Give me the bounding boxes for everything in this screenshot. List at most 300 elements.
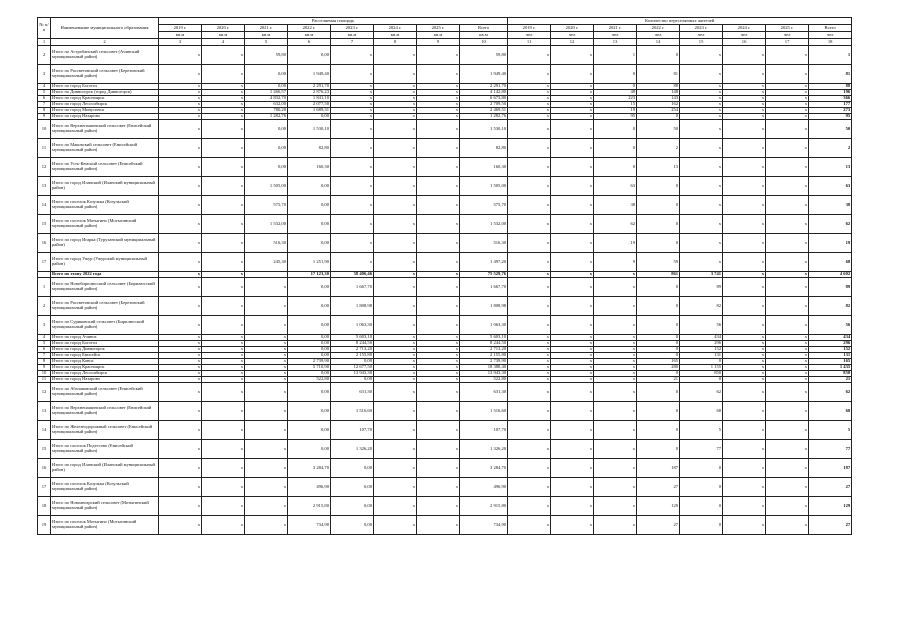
- municipality-name: Итого по город Боготол: [51, 84, 159, 90]
- table-cell: x: [766, 421, 809, 440]
- table-cell: 27: [637, 516, 680, 535]
- table-cell: x: [159, 102, 202, 108]
- table-cell: 0,00: [288, 335, 331, 341]
- table-cell: 59,80: [460, 46, 508, 65]
- table-cell: 0,00: [288, 353, 331, 359]
- unit-header: кв.м: [202, 32, 245, 39]
- table-cell: x: [508, 120, 551, 139]
- table-cell: 68: [680, 402, 723, 421]
- table-cell: 1 497,20: [460, 253, 508, 272]
- table-cell: 1 282,76: [460, 114, 508, 120]
- table-cell: x: [202, 46, 245, 65]
- table-cell: 0,00: [331, 497, 374, 516]
- table-cell: x: [508, 108, 551, 114]
- table-cell: x: [159, 46, 202, 65]
- table-cell: x: [245, 278, 288, 297]
- table-cell: 0,00: [288, 177, 331, 196]
- row-number: 14: [38, 421, 51, 440]
- table-cell: 0: [594, 65, 637, 84]
- table-cell: x: [766, 371, 809, 377]
- row-number: 3: [38, 316, 51, 335]
- table-cell: 522,80: [460, 377, 508, 383]
- table-cell: 0,00: [331, 516, 374, 535]
- table-cell: x: [159, 196, 202, 215]
- table-cell: x: [245, 316, 288, 335]
- table-cell: 88: [809, 84, 852, 90]
- table-cell: 223: [594, 96, 637, 102]
- table-cell: x: [766, 102, 809, 108]
- table-cell: x: [680, 102, 723, 108]
- row-number: 14: [38, 196, 51, 215]
- table-header: [38, 18, 852, 46]
- table-cell: x: [723, 177, 766, 196]
- table-cell: 143: [637, 96, 680, 102]
- table-row: [38, 497, 852, 516]
- table-cell: x: [508, 353, 551, 359]
- table-cell: 12 677,50: [331, 365, 374, 371]
- table-cell: 0,00: [288, 297, 331, 316]
- table-cell: x: [159, 383, 202, 402]
- municipality-name: Итого по город Ачинск: [51, 335, 159, 341]
- table-cell: 0: [637, 297, 680, 316]
- table-cell: x: [723, 341, 766, 347]
- table-cell: 1 505,00: [460, 177, 508, 196]
- col-name-header: Наименование муниципального образования: [51, 18, 159, 39]
- table-cell: x: [245, 353, 288, 359]
- table-cell: x: [766, 90, 809, 96]
- unit-header: чел: [680, 32, 723, 39]
- table-cell: x: [417, 440, 460, 459]
- table-cell: x: [417, 84, 460, 90]
- table-cell: x: [551, 46, 594, 65]
- table-cell: 95: [594, 114, 637, 120]
- table-cell: 1 516,60: [460, 402, 508, 421]
- table-cell: x: [159, 90, 202, 96]
- table-cell: x: [551, 158, 594, 177]
- municipality-name: Итого по город Боготол: [51, 341, 159, 347]
- table-cell: x: [417, 102, 460, 108]
- table-cell: 2 915,80: [460, 497, 508, 516]
- table-cell: x: [766, 516, 809, 535]
- column-number: 14: [637, 39, 680, 46]
- table-cell: x: [723, 316, 766, 335]
- table-cell: x: [723, 383, 766, 402]
- table-cell: 1 251,90: [288, 253, 331, 272]
- table-cell: x: [417, 96, 460, 102]
- year-header: Всего: [460, 25, 508, 32]
- area-group-header: Расселяемая площадь: [159, 18, 508, 25]
- table-cell: x: [594, 365, 637, 371]
- table-cell: x: [594, 440, 637, 459]
- table-cell: x: [202, 377, 245, 383]
- table-cell: 780,20: [245, 108, 288, 114]
- table-cell: x: [551, 139, 594, 158]
- row-number: 6: [38, 347, 51, 353]
- table-cell: x: [202, 96, 245, 102]
- table-cell: x: [245, 365, 288, 371]
- table-cell: x: [159, 516, 202, 535]
- table-cell: 27: [809, 516, 852, 535]
- table-cell: 3 284,70: [288, 459, 331, 478]
- table-cell: x: [723, 353, 766, 359]
- table-cell: x: [159, 335, 202, 341]
- table-cell: 1 949,40: [288, 65, 331, 84]
- table-cell: x: [159, 139, 202, 158]
- table-cell: 2 709,50: [460, 102, 508, 108]
- table-cell: x: [680, 215, 723, 234]
- table-cell: 0,00: [288, 383, 331, 402]
- table-cell: 1: [809, 46, 852, 65]
- table-cell: 1 808,98: [460, 297, 508, 316]
- table-cell: 1 808,98: [331, 297, 374, 316]
- table-cell: 496,90: [460, 478, 508, 497]
- table-cell: x: [417, 353, 460, 359]
- table-cell: x: [551, 297, 594, 316]
- table-cell: 82,80: [460, 139, 508, 158]
- unit-header: чел: [594, 32, 637, 39]
- table-cell: 0: [637, 383, 680, 402]
- table-cell: 0,00: [245, 120, 288, 139]
- year-header: 2020 г.: [551, 25, 594, 32]
- table-cell: 50: [809, 120, 852, 139]
- table-cell: x: [159, 65, 202, 84]
- column-number: 12: [551, 39, 594, 46]
- table-cell: 63: [809, 177, 852, 196]
- table-cell: x: [417, 278, 460, 297]
- table-cell: x: [594, 353, 637, 359]
- table-cell: x: [723, 84, 766, 90]
- table-cell: x: [159, 120, 202, 139]
- table-cell: x: [508, 158, 551, 177]
- table-cell: x: [723, 421, 766, 440]
- table-cell: 17 123,30: [288, 272, 331, 278]
- table-cell: x: [508, 359, 551, 365]
- table-cell: 68: [809, 402, 852, 421]
- table-cell: x: [417, 177, 460, 196]
- table-cell: x: [245, 402, 288, 421]
- table-cell: 19: [594, 108, 637, 114]
- table-cell: x: [766, 46, 809, 65]
- table-cell: x: [245, 459, 288, 478]
- table-cell: x: [417, 341, 460, 347]
- table-cell: x: [594, 402, 637, 421]
- table-cell: x: [159, 253, 202, 272]
- table-cell: x: [594, 371, 637, 377]
- table-cell: 850: [680, 371, 723, 377]
- table-cell: x: [594, 497, 637, 516]
- table-cell: x: [551, 440, 594, 459]
- table-cell: 89: [809, 278, 852, 297]
- table-cell: x: [159, 341, 202, 347]
- table-cell: x: [766, 120, 809, 139]
- table-cell: x: [508, 196, 551, 215]
- table-cell: x: [766, 278, 809, 297]
- table-cell: x: [766, 84, 809, 90]
- municipality-name: Итого по город Лесосибирск: [51, 371, 159, 377]
- table-cell: 0,00: [288, 347, 331, 353]
- municipality-name: Итого по Железнодорожный сельсовет (Енисейский муниципальный район): [51, 421, 159, 440]
- municipality-name: Итого по поселок Козулька (Козульский муниципальный район): [51, 196, 159, 215]
- table-cell: 1 530,10: [460, 120, 508, 139]
- table-cell: 38: [809, 196, 852, 215]
- table-cell: 82: [680, 297, 723, 316]
- table-cell: 177: [809, 102, 852, 108]
- table-cell: 131: [809, 353, 852, 359]
- column-number: 7: [331, 39, 374, 46]
- unit-header: кв.м: [288, 32, 331, 39]
- row-number: 10: [38, 371, 51, 377]
- table-cell: x: [202, 234, 245, 253]
- table-cell: 0: [637, 177, 680, 196]
- table-cell: x: [551, 402, 594, 421]
- table-cell: x: [551, 90, 594, 96]
- table-cell: x: [417, 108, 460, 114]
- table-cell: x: [508, 114, 551, 120]
- table-cell: x: [508, 371, 551, 377]
- table-cell: x: [766, 341, 809, 347]
- table-cell: x: [202, 359, 245, 365]
- table-cell: x: [766, 402, 809, 421]
- table-cell: x: [723, 65, 766, 84]
- table-cell: 734,90: [460, 516, 508, 535]
- table-cell: x: [551, 65, 594, 84]
- table-cell: 632,00: [245, 102, 288, 108]
- table-cell: x: [331, 234, 374, 253]
- column-number: 8: [374, 39, 417, 46]
- table-cell: 77: [680, 440, 723, 459]
- table-cell: 59,80: [245, 46, 288, 65]
- table-cell: 0: [594, 158, 637, 177]
- table-cell: x: [331, 215, 374, 234]
- table-cell: x: [723, 114, 766, 120]
- table-row: [38, 177, 852, 196]
- table-cell: x: [159, 359, 202, 365]
- table-cell: x: [417, 120, 460, 139]
- column-number: 17: [766, 39, 809, 46]
- table-cell: 148: [637, 90, 680, 96]
- table-cell: x: [417, 90, 460, 96]
- col-num-header: № п/п: [38, 18, 51, 39]
- table-cell: 1 532,00: [460, 215, 508, 234]
- table-cell: x: [245, 341, 288, 347]
- table-cell: x: [766, 139, 809, 158]
- table-cell: x: [202, 316, 245, 335]
- table-cell: x: [159, 440, 202, 459]
- municipality-name: Итого по поселок Мотыгино (Мотыгинский муниципальный район): [51, 215, 159, 234]
- table-cell: 165: [809, 359, 852, 365]
- table-cell: 18 388,40: [460, 365, 508, 371]
- table-cell: 21: [809, 377, 852, 383]
- table-cell: 0,00: [331, 478, 374, 497]
- table-cell: 0: [680, 359, 723, 365]
- table-cell: x: [723, 365, 766, 371]
- table-cell: x: [766, 65, 809, 84]
- table-cell: 0,00: [288, 440, 331, 459]
- table-cell: x: [508, 497, 551, 516]
- row-number: 16: [38, 234, 51, 253]
- municipality-name: Итого по поселок Козулька (Козульский муниципальный район): [51, 478, 159, 497]
- table-cell: x: [551, 215, 594, 234]
- table-cell: 2 291,70: [460, 84, 508, 90]
- municipality-name: Итого по город Лесосибирск: [51, 102, 159, 108]
- table-cell: x: [159, 421, 202, 440]
- table-cell: x: [202, 102, 245, 108]
- table-row: [38, 46, 852, 65]
- table-cell: x: [159, 278, 202, 297]
- table-cell: x: [417, 383, 460, 402]
- table-cell: 107,70: [331, 421, 374, 440]
- table-cell: 0: [637, 46, 680, 65]
- table-cell: x: [766, 108, 809, 114]
- table-cell: 107,70: [460, 421, 508, 440]
- municipality-name: Итого по Суриковский сельсовет (Бирилюсский муниципальный район): [51, 316, 159, 335]
- table-cell: 59: [637, 253, 680, 272]
- table-cell: 152: [809, 347, 852, 353]
- table-cell: x: [594, 459, 637, 478]
- table-cell: x: [766, 478, 809, 497]
- table-row: [38, 421, 852, 440]
- table-cell: 522,80: [288, 377, 331, 383]
- table-cell: x: [417, 402, 460, 421]
- table-cell: x: [508, 516, 551, 535]
- unit-header: кв.м: [460, 32, 508, 39]
- unit-header: чел: [508, 32, 551, 39]
- table-cell: x: [766, 234, 809, 253]
- table-cell: x: [551, 383, 594, 402]
- unit-header: кв.м: [331, 32, 374, 39]
- table-cell: x: [723, 139, 766, 158]
- table-cell: 27: [809, 478, 852, 497]
- table-cell: x: [766, 353, 809, 359]
- table-cell: 0,00: [288, 114, 331, 120]
- table-cell: x: [331, 90, 374, 96]
- table-cell: x: [374, 440, 417, 459]
- table-cell: 575,70: [245, 196, 288, 215]
- table-cell: x: [202, 383, 245, 402]
- table-cell: x: [551, 272, 594, 278]
- municipality-name: Итого по Верхнепашинский сельсовет (Енисейский муниципальный район): [51, 402, 159, 421]
- table-cell: x: [331, 177, 374, 196]
- table-cell: 0,00: [245, 65, 288, 84]
- table-cell: x: [594, 421, 637, 440]
- municipality-name: Итого по город Назарово: [51, 114, 159, 120]
- table-cell: x: [331, 120, 374, 139]
- table-cell: x: [374, 353, 417, 359]
- table-cell: x: [508, 139, 551, 158]
- table-cell: x: [594, 272, 637, 278]
- table-cell: x: [508, 335, 551, 341]
- table-cell: 0: [680, 377, 723, 383]
- table-cell: x: [723, 359, 766, 365]
- column-number: 10: [460, 39, 508, 46]
- table-cell: 0: [637, 215, 680, 234]
- table-cell: 160,30: [288, 158, 331, 177]
- table-cell: x: [723, 234, 766, 253]
- table-cell: x: [766, 253, 809, 272]
- table-cell: x: [680, 90, 723, 96]
- table-cell: 2 915,80: [288, 497, 331, 516]
- municipality-name: Итого по город Минусинск: [51, 108, 159, 114]
- table-cell: x: [766, 297, 809, 316]
- table-cell: x: [245, 440, 288, 459]
- table-cell: x: [202, 158, 245, 177]
- table-cell: x: [417, 114, 460, 120]
- municipality-name: Итого по город Дивногорск: [51, 347, 159, 353]
- year-header: 2022 г.: [637, 25, 680, 32]
- table-cell: 254: [637, 108, 680, 114]
- table-cell: x: [417, 497, 460, 516]
- table-cell: x: [723, 46, 766, 65]
- table-cell: x: [417, 359, 460, 365]
- table-cell: x: [417, 253, 460, 272]
- table-cell: x: [374, 234, 417, 253]
- table-cell: x: [594, 478, 637, 497]
- table-cell: x: [331, 158, 374, 177]
- column-number: 16: [723, 39, 766, 46]
- table-cell: x: [374, 196, 417, 215]
- table-cell: x: [245, 383, 288, 402]
- table-cell: 0: [637, 353, 680, 359]
- table-cell: 1: [594, 46, 637, 65]
- table-cell: x: [680, 253, 723, 272]
- table-cell: x: [594, 347, 637, 353]
- table-cell: 1 689,31: [288, 108, 331, 114]
- table-cell: x: [680, 120, 723, 139]
- table-cell: x: [508, 278, 551, 297]
- table-cell: 62: [680, 383, 723, 402]
- table-row: [38, 253, 852, 272]
- table-cell: 0,00: [288, 196, 331, 215]
- table-row: [38, 234, 852, 253]
- table-cell: 2 155,80: [331, 353, 374, 359]
- row-number: 11: [38, 377, 51, 383]
- table-cell: x: [159, 108, 202, 114]
- table-cell: x: [202, 459, 245, 478]
- table-cell: 1 282,76: [245, 114, 288, 120]
- table-cell: x: [374, 478, 417, 497]
- table-cell: x: [331, 84, 374, 90]
- table-cell: x: [508, 377, 551, 383]
- table-cell: x: [551, 359, 594, 365]
- row-number: 12: [38, 383, 51, 402]
- table-cell: 1 326,20: [331, 440, 374, 459]
- year-header: 2022 г.: [288, 25, 331, 32]
- table-cell: 0: [594, 139, 637, 158]
- table-cell: 1 063,30: [460, 316, 508, 335]
- table-cell: x: [417, 347, 460, 353]
- table-row: [38, 459, 852, 478]
- table-cell: 0: [637, 421, 680, 440]
- municipality-name: Итого по Верхнепашинский сельсовет (Енисейский муниципальный район): [51, 120, 159, 139]
- table-cell: 13: [809, 158, 852, 177]
- table-cell: x: [551, 341, 594, 347]
- table-cell: x: [417, 272, 460, 278]
- table-cell: 0,00: [288, 402, 331, 421]
- table-cell: x: [508, 383, 551, 402]
- table-cell: x: [202, 497, 245, 516]
- unit-header: чел: [766, 32, 809, 39]
- table-cell: 8 244,50: [331, 341, 374, 347]
- municipality-name: Итого по Дивногорск (город Дивногорск): [51, 90, 159, 96]
- table-cell: 0: [637, 440, 680, 459]
- year-header: 2023 г.: [331, 25, 374, 32]
- table-cell: x: [508, 297, 551, 316]
- table-cell: 0: [594, 84, 637, 90]
- table-cell: x: [766, 177, 809, 196]
- table-cell: x: [202, 65, 245, 84]
- table-cell: 131: [680, 353, 723, 359]
- row-number: 17: [38, 253, 51, 272]
